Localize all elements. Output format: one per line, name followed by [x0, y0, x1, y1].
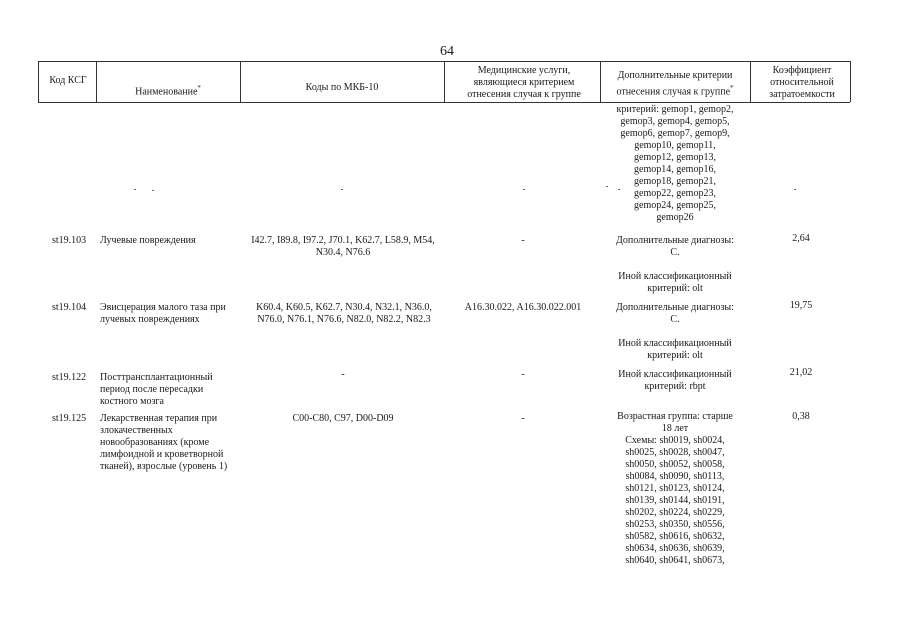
header-icd: Коды по МКБ-10 — [305, 82, 379, 93]
continued-criteria — [604, 104, 746, 224]
column-divider — [444, 61, 445, 102]
row-coef: 21,02 — [789, 367, 813, 378]
column-divider — [240, 61, 241, 102]
scan-speck — [606, 186, 608, 187]
scan-speck — [618, 189, 620, 190]
header-code: Код КСГ — [49, 75, 87, 86]
row-coef: 2,64 — [792, 233, 810, 244]
criteria-line: gemop22, gemop23, — [634, 188, 716, 199]
criteria-line: C. — [670, 247, 680, 258]
criteria-line: критерий: olt — [647, 283, 703, 294]
column-divider — [750, 61, 751, 102]
criteria-line: gemop6, gemop7, gemop9, — [620, 128, 730, 139]
row-criteria — [604, 302, 746, 362]
header-name — [100, 82, 236, 98]
scan-speck — [134, 189, 136, 190]
row-coef: 0,38 — [792, 411, 810, 422]
criteria-line: критерий: rbpt — [644, 381, 706, 392]
column-divider — [600, 61, 601, 102]
header-coef: Коэффициент относительной затратоемкости — [769, 65, 835, 100]
header-criteria — [604, 70, 746, 98]
header-criteria-footnote-mark: * — [730, 84, 734, 92]
criteria-line: gemop10, gemop11, — [634, 140, 716, 151]
row-code: st19.122 — [52, 372, 87, 383]
row-name: Посттрансплантационный период после пересадки костного мозга — [100, 372, 213, 407]
criteria-line: C. — [670, 314, 680, 325]
criteria-line: gemop3, gemop4, gemop5, — [620, 116, 730, 127]
criteria-line: sh0121, sh0123, sh0124, — [625, 483, 725, 494]
column-divider — [96, 61, 97, 102]
page-number: 64 — [440, 44, 454, 59]
row-icd: C00-C80, C97, D00-D09 — [292, 413, 394, 424]
criteria-line: gemop14, gemop16, — [634, 164, 716, 175]
row-name: Эвисцерация малого таза при лучевых повреждениях — [100, 302, 226, 325]
row-criteria — [604, 411, 746, 567]
row-services: - — [521, 369, 525, 380]
criteria-line: Схемы: sh0019, sh0024, — [625, 435, 725, 446]
criteria-line: Дополнительные диагнозы: — [616, 235, 734, 246]
criteria-line: sh0582, sh0616, sh0632, — [625, 531, 725, 542]
criteria-line: критерий: gemop1, gemop2, — [616, 104, 734, 115]
header-services: Медицинские услуги, являющиеся критерием отнесения случая к группе — [467, 65, 581, 100]
criteria-line: критерий: olt — [647, 350, 703, 361]
header-name-footnote-mark: * — [197, 84, 201, 92]
row-code: st19.104 — [52, 302, 87, 313]
column-divider — [850, 61, 851, 102]
row-icd: K60.4, K60.5, K62.7, N30.4, N32.1, N36.0, N76.0, N76.1, N76.6, N82.0, N82.2, N82.3 — [256, 302, 432, 325]
scan-speck — [523, 189, 525, 190]
criteria-line: Дополнительные диагнозы: — [616, 302, 734, 313]
column-divider — [38, 61, 39, 102]
row-criteria — [604, 235, 746, 295]
row-icd: - — [341, 369, 345, 380]
criteria-line: gemop18, gemop21, — [634, 176, 716, 187]
criteria-line: Возрастная группа: старше — [617, 411, 733, 422]
criteria-line: sh0202, sh0224, sh0229, — [625, 507, 725, 518]
criteria-line: sh0634, sh0636, sh0639, — [625, 543, 725, 554]
scan-speck — [152, 190, 154, 191]
criteria-line: gemop26 — [656, 212, 694, 223]
row-services: - — [521, 413, 525, 424]
header-name-text: Наименование — [135, 86, 198, 98]
row-name: Лучевые повреждения — [100, 235, 196, 246]
criteria-line — [604, 259, 746, 271]
row-name: Лекарственная терапия при злокачественных новообразованиях (кроме лимфоидной и кроветворной тканей), взрослые (уровень 1) — [100, 413, 228, 472]
criteria-line: 18 лет — [661, 423, 689, 434]
table-header-bottom-border — [38, 102, 850, 103]
criteria-line: sh0253, sh0350, sh0556, — [625, 519, 725, 530]
criteria-line: sh0640, sh0641, sh0673, — [625, 555, 725, 566]
row-code: st19.125 — [52, 413, 87, 424]
scan-speck — [341, 189, 343, 190]
criteria-line: Иной классификационный — [618, 338, 732, 349]
criteria-line: Иной классификационный — [618, 369, 732, 380]
criteria-line: gemop12, gemop13, — [634, 152, 716, 163]
criteria-line: sh0084, sh0090, sh0113, — [625, 471, 725, 482]
row-services: A16.30.022, A16.30.022.001 — [464, 302, 582, 313]
criteria-line: gemop24, gemop25, — [634, 200, 716, 211]
criteria-line: sh0139, sh0144, sh0191, — [625, 495, 725, 506]
criteria-line: Иной классификационный — [618, 271, 732, 282]
criteria-line — [604, 326, 746, 338]
row-coef: 19,75 — [789, 300, 813, 311]
header-criteria-text: Дополнительные критерии отнесения случая к группе — [616, 70, 733, 98]
row-icd: I42.7, I89.8, I97.2, J70.1, K62.7, L58.9, M54, N30.4, N76.6 — [251, 235, 435, 258]
row-criteria — [604, 369, 746, 393]
criteria-line: sh0050, sh0052, sh0058, — [625, 459, 725, 470]
row-services: - — [521, 235, 525, 246]
criteria-line: sh0025, sh0028, sh0047, — [625, 447, 725, 458]
scan-speck — [794, 189, 796, 190]
row-code: st19.103 — [52, 235, 87, 246]
